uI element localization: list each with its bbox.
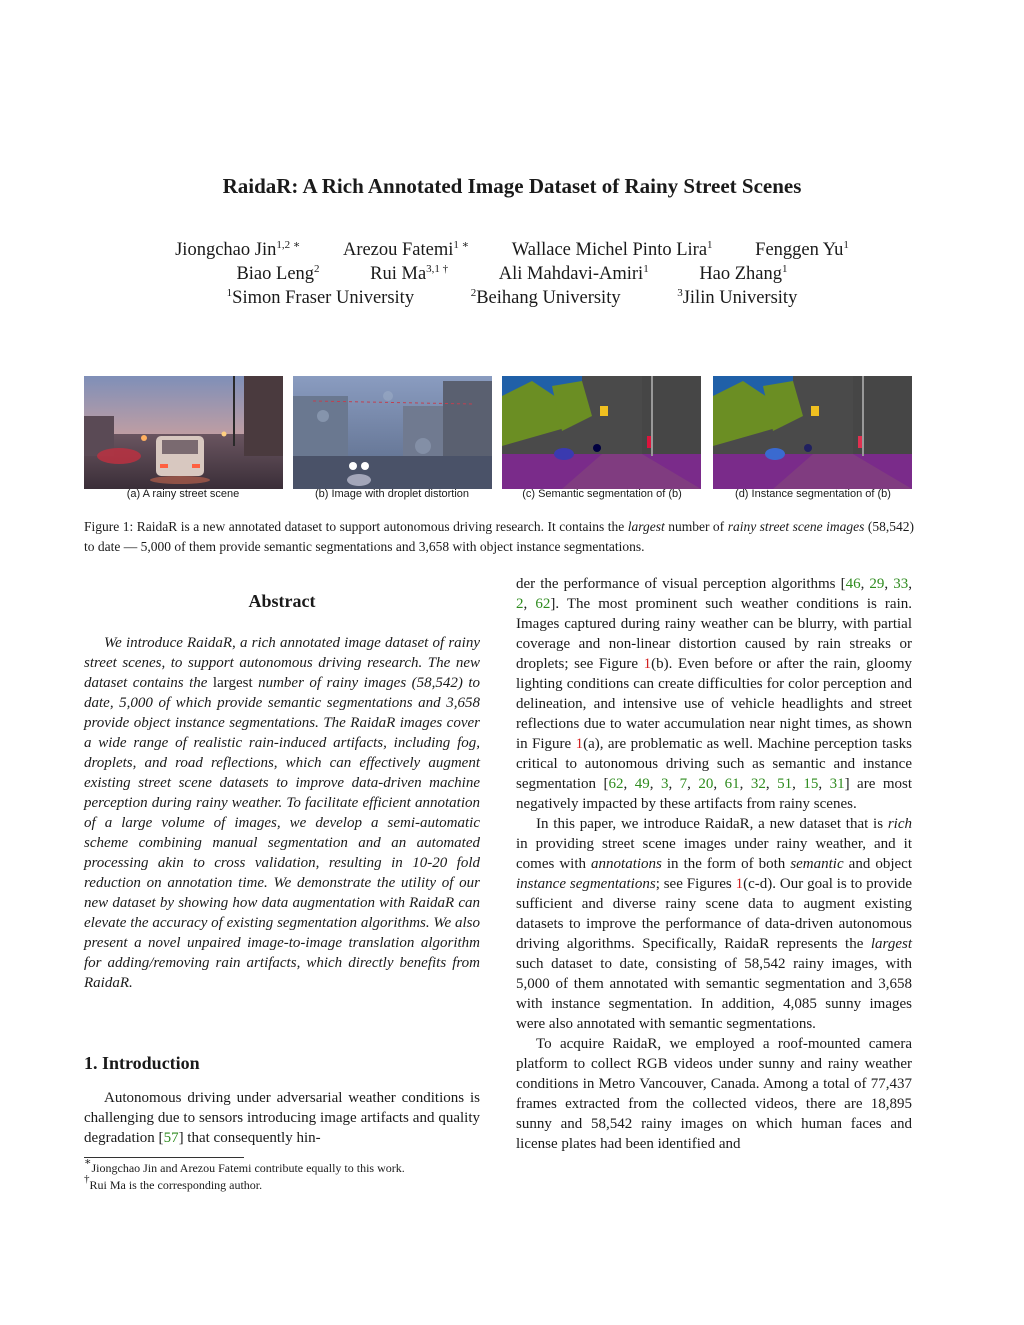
citation-link[interactable]: 49 bbox=[634, 776, 650, 792]
citation-link[interactable]: 33 bbox=[893, 576, 909, 592]
footnotes bbox=[84, 1156, 480, 1194]
subcaption-b: (b) Image with droplet distortion bbox=[314, 488, 470, 500]
footnote-1: ∗Jiongchao Jin and Arezou Fatemi contribute equally to this work. bbox=[84, 1156, 405, 1175]
citation-link[interactable]: 2 bbox=[516, 596, 524, 612]
paragraph: In this paper, we introduce RaidaR, a new dataset that is rich in providing street scene images under rainy weather, and it comes with annotations in the form of both semantic and object instance segmentations; see Figures 1(c-d). Our goal is to provide sufficient and diverse rainy scene data to augment existing datasets to improve the performance of data-driven autonomous driving algorithms. Specifically, RaidaR represents the largest such dataset to date, consisting of 58,542 rainy images, with 5,000 of them annotated with semantic segmentation and 3,658 with instance segmentation. In addition, 4,085 sunny images were also annotated with semantic segmentations. bbox=[516, 816, 912, 1032]
affiliation: $^2$Beihang University bbox=[470, 287, 621, 308]
author: Ali Mahdavi-Amiri$^1$ bbox=[498, 263, 649, 284]
figure-link[interactable]: 1 bbox=[643, 656, 652, 672]
droplet-distortion-image bbox=[293, 376, 492, 489]
subcaption-c: (c) Semantic segmentation of (b) bbox=[522, 488, 682, 500]
affiliation: $^3$Jilin University bbox=[677, 287, 798, 308]
author-row-1 bbox=[0, 240, 1024, 261]
figure-link[interactable]: 1 bbox=[735, 876, 744, 892]
semantic-segmentation-image bbox=[502, 376, 701, 489]
right-column bbox=[516, 574, 912, 1154]
rainy-street-image bbox=[84, 376, 283, 489]
citation-link[interactable]: 51 bbox=[777, 776, 793, 792]
subcaption-a: (a) A rainy street scene bbox=[126, 488, 240, 500]
citation-link[interactable]: 29 bbox=[869, 576, 885, 592]
author: Wallace Michel Pinto Lira$^1$ bbox=[511, 239, 713, 260]
citation-link[interactable]: 7 bbox=[679, 776, 688, 792]
author-row-2 bbox=[0, 264, 1024, 285]
abstract-body: We introduce RaidaR, a rich annotated image dataset of rainy street scenes, to support autonomous driving research. The new dataset contains the largest number of rainy images (58,542) to date, 5,000 of which provide semantic segmentations and 3,658 provide object instance segmentations. The RaidaR images cover a wide range of realistic rain-induced artifacts, including fog, droplets, and road reflections, which can effectively augment existing street scene datasets to improve data-driven machine perception during rainy weather. To facilitate efficient annotation of a large volume of images, we develop a semi-automatic scheme combining manual segmentation and an automated processing akin to cross validation, resulting in 10-20 fold reduction on annotation time. We demonstrate the utility of our new dataset by showing how data augmentation with RaidaR can elevate the accuracy of existing segmentation algorithms. We also present a novel unpaired image-to-image translation algorithm for adding/removing rain artifacts, which directly benefits from RaidaR. bbox=[84, 635, 480, 991]
author: Hao Zhang$^1$ bbox=[699, 263, 788, 284]
paragraph: der the performance of visual perception algorithms [46, 29, 33, 2, 62]. The most prominent such weather conditions is rain. Images captured during rainy weather can be blurry, with partial coverage and non-linear distortion caused by rain streaks or droplets; see Figure 1(b). Even before or after the rain, gloomy lighting conditions can create difficulties for color perception and delineation, and intensive use of vehicle headlights and street reflections due to water accumulation near night times, as shown in Figure 1(a), are problematic as well. Machine perception tasks critical to autonomous driving such as semantic and instance segmentation [62, 49, 3, 7, 20, 61, 32, 51, 15, 31] are most negatively impacted by these artifacts from rainy scenes. bbox=[516, 576, 913, 812]
citation-link[interactable]: 31 bbox=[829, 776, 845, 792]
citation-link[interactable]: 32 bbox=[750, 776, 766, 792]
author: Fenggen Yu$^1$ bbox=[755, 239, 849, 260]
citation-link[interactable]: 62 bbox=[608, 776, 624, 792]
citation-link[interactable]: 46 bbox=[845, 576, 861, 592]
citation-link[interactable]: 20 bbox=[698, 776, 714, 792]
footnote-2: †Rui Ma is the corresponding author. bbox=[84, 1173, 263, 1192]
citation-link[interactable]: 57 bbox=[163, 1130, 179, 1146]
paper-title: RaidaR: A Rich Annotated Image Dataset of Rainy Street Scenes bbox=[222, 174, 802, 198]
citation-link[interactable]: 3 bbox=[660, 776, 669, 792]
affiliations bbox=[0, 288, 1024, 309]
author: Arezou Fatemi$^{1 ∗}$ bbox=[342, 239, 470, 260]
citation-link[interactable]: 62 bbox=[535, 596, 551, 612]
figure-caption: Figure 1: RaidaR is a new annotated dataset to support autonomous driving research. It contains the largest number of rainy street scene images (58,542) to date — 5,000 of them provide semantic segmentations and 3,658 with object instance segmentations. bbox=[84, 519, 915, 554]
subcaption-d: (d) Instance segmentation of (b) bbox=[735, 488, 891, 500]
figure-panel-droplet bbox=[293, 376, 492, 489]
figure-panel-instance bbox=[713, 376, 912, 489]
author: Jiongchao Jin$^{1,2 ∗}$ bbox=[175, 239, 301, 260]
footnote-rule bbox=[84, 1157, 244, 1158]
affiliation: $^1$Simon Fraser University bbox=[226, 287, 415, 308]
intro-body: Autonomous driving under adversarial weather conditions is challenging due to sensors introducing image artifacts and quality degradation [57] that consequently hin- bbox=[84, 1090, 480, 1146]
instance-segmentation-image bbox=[713, 376, 912, 489]
figure-panel-rainy-street bbox=[84, 376, 283, 489]
figure-panel-semantic bbox=[502, 376, 701, 489]
author: Rui $Ma^{3,1 \dagger}$ bbox=[370, 263, 449, 284]
author: Biao Leng$^2$ bbox=[236, 263, 320, 284]
intro-heading: 1. Introduction bbox=[84, 1053, 200, 1073]
abstract-heading: Abstract bbox=[248, 591, 316, 611]
citation-link[interactable]: 61 bbox=[724, 776, 740, 792]
paragraph: To acquire RaidaR, we employed a roof-mounted camera platform to collect RGB videos under sunny and rainy weather conditions in Metro Vancouver, Canada. Among a total of 77,437 frames extracted from the collected videos, there are 18,895 sunny and 58,542 rainy images on which human faces and license plates had been identified and bbox=[516, 1036, 912, 1152]
citation-link[interactable]: 15 bbox=[803, 776, 819, 792]
figure-link[interactable]: 1 bbox=[575, 736, 584, 752]
